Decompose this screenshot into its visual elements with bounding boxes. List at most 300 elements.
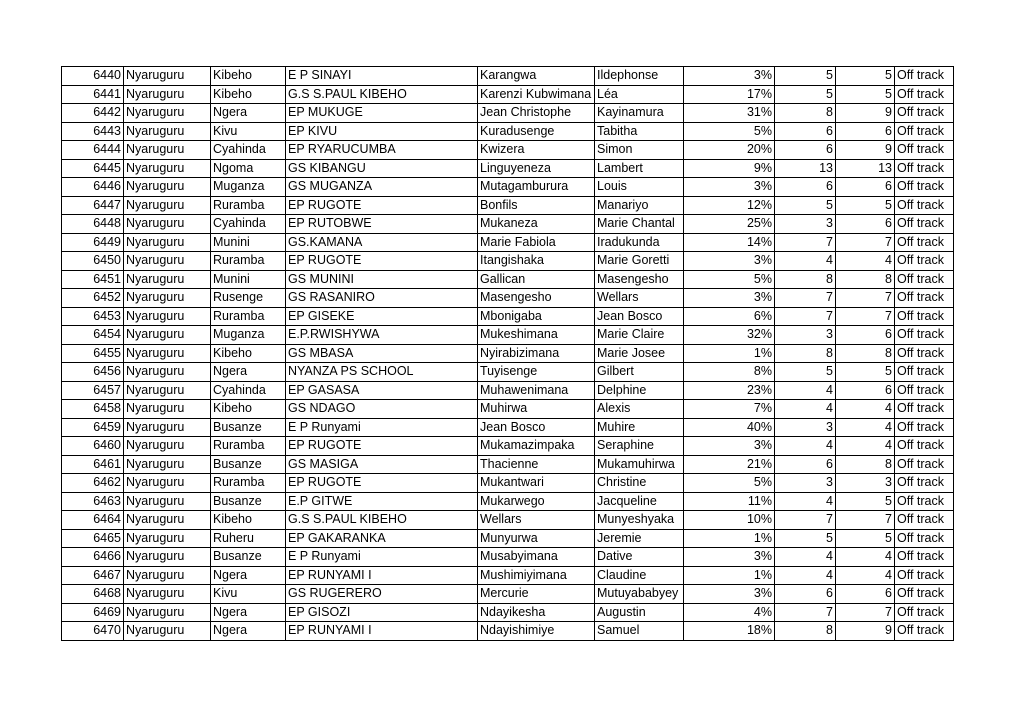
first-name-cell: Simon <box>595 141 684 160</box>
first-name-cell: Léa <box>595 85 684 104</box>
percentage-cell: 17% <box>684 85 775 104</box>
percentage-cell: 3% <box>684 548 775 567</box>
school-name-cell: EP RUTOBWE <box>286 215 478 234</box>
status-cell: Off track <box>895 511 954 530</box>
last-name-cell: Jean Christophe <box>478 104 595 123</box>
status-cell: Off track <box>895 603 954 622</box>
status-cell: Off track <box>895 159 954 178</box>
school-name-cell: EP RUGOTE <box>286 437 478 456</box>
table-row <box>62 270 954 289</box>
count-b-cell: 6 <box>836 178 895 197</box>
school-name-cell: NYANZA PS SCHOOL <box>286 363 478 382</box>
status-cell: Off track <box>895 252 954 271</box>
school-name-cell: EP MUKUGE <box>286 104 478 123</box>
count-a-cell: 7 <box>775 233 836 252</box>
last-name-cell: Jean Bosco <box>478 418 595 437</box>
school-name-cell: EP GASASA <box>286 381 478 400</box>
first-name-cell: Muhire <box>595 418 684 437</box>
count-a-cell: 5 <box>775 529 836 548</box>
percentage-cell: 7% <box>684 400 775 419</box>
percentage-cell: 32% <box>684 326 775 345</box>
percentage-cell: 8% <box>684 363 775 382</box>
count-b-cell: 7 <box>836 233 895 252</box>
status-cell: Off track <box>895 474 954 493</box>
first-name-cell: Claudine <box>595 566 684 585</box>
district-cell: Nyaruguru <box>124 511 211 530</box>
table-row <box>62 67 954 86</box>
count-a-cell: 4 <box>775 400 836 419</box>
status-cell: Off track <box>895 141 954 160</box>
district-cell: Nyaruguru <box>124 585 211 604</box>
school-name-cell: GS MBASA <box>286 344 478 363</box>
sector-cell: Kibeho <box>211 400 286 419</box>
district-cell: Nyaruguru <box>124 196 211 215</box>
last-name-cell: Ndayikesha <box>478 603 595 622</box>
table-row <box>62 511 954 530</box>
first-name-cell: Manariyo <box>595 196 684 215</box>
school-name-cell: GS NDAGO <box>286 400 478 419</box>
first-name-cell: Tabitha <box>595 122 684 141</box>
count-a-cell: 4 <box>775 548 836 567</box>
district-cell: Nyaruguru <box>124 104 211 123</box>
count-a-cell: 3 <box>775 474 836 493</box>
sector-cell: Kivu <box>211 122 286 141</box>
count-a-cell: 5 <box>775 196 836 215</box>
first-name-cell: Alexis <box>595 400 684 419</box>
count-b-cell: 9 <box>836 141 895 160</box>
percentage-cell: 5% <box>684 474 775 493</box>
sector-cell: Busanze <box>211 548 286 567</box>
table-row <box>62 400 954 419</box>
table-row <box>62 603 954 622</box>
count-b-cell: 6 <box>836 326 895 345</box>
count-a-cell: 4 <box>775 566 836 585</box>
sector-cell: Rusenge <box>211 289 286 308</box>
sector-cell: Ruramba <box>211 307 286 326</box>
last-name-cell: Mukamazimpaka <box>478 437 595 456</box>
count-b-cell: 3 <box>836 474 895 493</box>
school-name-cell: EP RUNYAMI I <box>286 622 478 641</box>
status-cell: Off track <box>895 307 954 326</box>
row-id-cell: 6441 <box>62 85 124 104</box>
district-cell: Nyaruguru <box>124 307 211 326</box>
sector-cell: Ruramba <box>211 196 286 215</box>
last-name-cell: Nyirabizimana <box>478 344 595 363</box>
last-name-cell: Mercurie <box>478 585 595 604</box>
last-name-cell: Mbonigaba <box>478 307 595 326</box>
district-cell: Nyaruguru <box>124 141 211 160</box>
sector-cell: Busanze <box>211 492 286 511</box>
row-id-cell: 6459 <box>62 418 124 437</box>
status-cell: Off track <box>895 622 954 641</box>
status-cell: Off track <box>895 437 954 456</box>
last-name-cell: Thacienne <box>478 455 595 474</box>
status-cell: Off track <box>895 85 954 104</box>
district-cell: Nyaruguru <box>124 381 211 400</box>
sector-cell: Kibeho <box>211 344 286 363</box>
count-a-cell: 4 <box>775 437 836 456</box>
status-cell: Off track <box>895 566 954 585</box>
count-b-cell: 7 <box>836 511 895 530</box>
first-name-cell: Marie Claire <box>595 326 684 345</box>
count-b-cell: 4 <box>836 548 895 567</box>
percentage-cell: 40% <box>684 418 775 437</box>
count-a-cell: 8 <box>775 104 836 123</box>
row-id-cell: 6440 <box>62 67 124 86</box>
school-name-cell: EP RUGOTE <box>286 474 478 493</box>
school-name-cell: EP RUGOTE <box>286 196 478 215</box>
district-cell: Nyaruguru <box>124 437 211 456</box>
sector-cell: Ngera <box>211 566 286 585</box>
row-id-cell: 6453 <box>62 307 124 326</box>
percentage-cell: 1% <box>684 529 775 548</box>
percentage-cell: 12% <box>684 196 775 215</box>
count-a-cell: 7 <box>775 307 836 326</box>
district-cell: Nyaruguru <box>124 400 211 419</box>
sector-cell: Busanze <box>211 418 286 437</box>
count-b-cell: 6 <box>836 585 895 604</box>
school-name-cell: GS.KAMANA <box>286 233 478 252</box>
district-cell: Nyaruguru <box>124 289 211 308</box>
school-name-cell: GS MUNINI <box>286 270 478 289</box>
district-cell: Nyaruguru <box>124 252 211 271</box>
school-name-cell: E.P.RWISHYWA <box>286 326 478 345</box>
percentage-cell: 25% <box>684 215 775 234</box>
percentage-cell: 3% <box>684 585 775 604</box>
last-name-cell: Kuradusenge <box>478 122 595 141</box>
last-name-cell: Mushimiyimana <box>478 566 595 585</box>
last-name-cell: Kwizera <box>478 141 595 160</box>
percentage-cell: 3% <box>684 67 775 86</box>
first-name-cell: Marie Josee <box>595 344 684 363</box>
school-name-cell: GS RASANIRO <box>286 289 478 308</box>
table-row <box>62 548 954 567</box>
last-name-cell: Wellars <box>478 511 595 530</box>
district-cell: Nyaruguru <box>124 270 211 289</box>
count-b-cell: 4 <box>836 566 895 585</box>
table-row <box>62 233 954 252</box>
district-cell: Nyaruguru <box>124 622 211 641</box>
table-row <box>62 178 954 197</box>
table-row <box>62 196 954 215</box>
row-id-cell: 6456 <box>62 363 124 382</box>
status-cell: Off track <box>895 492 954 511</box>
table-row <box>62 215 954 234</box>
first-name-cell: Marie Goretti <box>595 252 684 271</box>
last-name-cell: Masengesho <box>478 289 595 308</box>
school-name-cell: GS KIBANGU <box>286 159 478 178</box>
table-row <box>62 363 954 382</box>
table-row <box>62 437 954 456</box>
school-name-cell: G.S S.PAUL KIBEHO <box>286 85 478 104</box>
table-row <box>62 141 954 160</box>
first-name-cell: Dative <box>595 548 684 567</box>
percentage-cell: 6% <box>684 307 775 326</box>
status-cell: Off track <box>895 104 954 123</box>
count-a-cell: 3 <box>775 418 836 437</box>
row-id-cell: 6470 <box>62 622 124 641</box>
first-name-cell: Samuel <box>595 622 684 641</box>
sector-cell: Muganza <box>211 326 286 345</box>
last-name-cell: Karenzi Kubwimana <box>478 85 595 104</box>
count-b-cell: 5 <box>836 85 895 104</box>
first-name-cell: Lambert <box>595 159 684 178</box>
last-name-cell: Mukaneza <box>478 215 595 234</box>
table-row <box>62 566 954 585</box>
count-a-cell: 7 <box>775 289 836 308</box>
row-id-cell: 6454 <box>62 326 124 345</box>
percentage-cell: 1% <box>684 344 775 363</box>
row-id-cell: 6460 <box>62 437 124 456</box>
first-name-cell: Seraphine <box>595 437 684 456</box>
count-a-cell: 8 <box>775 622 836 641</box>
count-a-cell: 5 <box>775 363 836 382</box>
sector-cell: Kibeho <box>211 67 286 86</box>
sector-cell: Muganza <box>211 178 286 197</box>
first-name-cell: Mutuyababyey <box>595 585 684 604</box>
district-cell: Nyaruguru <box>124 344 211 363</box>
row-id-cell: 6451 <box>62 270 124 289</box>
sector-cell: Ngera <box>211 622 286 641</box>
first-name-cell: Masengesho <box>595 270 684 289</box>
district-cell: Nyaruguru <box>124 566 211 585</box>
sector-cell: Busanze <box>211 455 286 474</box>
table-row <box>62 455 954 474</box>
table-row <box>62 104 954 123</box>
status-cell: Off track <box>895 400 954 419</box>
sector-cell: Cyahinda <box>211 141 286 160</box>
school-name-cell: E P Runyami <box>286 418 478 437</box>
count-a-cell: 6 <box>775 585 836 604</box>
last-name-cell: Itangishaka <box>478 252 595 271</box>
school-name-cell: EP GISEKE <box>286 307 478 326</box>
district-cell: Nyaruguru <box>124 326 211 345</box>
last-name-cell: Gallican <box>478 270 595 289</box>
district-cell: Nyaruguru <box>124 418 211 437</box>
count-b-cell: 6 <box>836 122 895 141</box>
last-name-cell: Marie Fabiola <box>478 233 595 252</box>
first-name-cell: Augustin <box>595 603 684 622</box>
first-name-cell: Louis <box>595 178 684 197</box>
sector-cell: Ngera <box>211 363 286 382</box>
row-id-cell: 6463 <box>62 492 124 511</box>
district-cell: Nyaruguru <box>124 363 211 382</box>
table-row <box>62 252 954 271</box>
count-a-cell: 3 <box>775 215 836 234</box>
row-id-cell: 6448 <box>62 215 124 234</box>
count-b-cell: 9 <box>836 622 895 641</box>
sector-cell: Cyahinda <box>211 381 286 400</box>
count-b-cell: 8 <box>836 344 895 363</box>
count-a-cell: 3 <box>775 326 836 345</box>
table-row <box>62 289 954 308</box>
percentage-cell: 4% <box>684 603 775 622</box>
district-cell: Nyaruguru <box>124 455 211 474</box>
last-name-cell: Linguyeneza <box>478 159 595 178</box>
first-name-cell: Gilbert <box>595 363 684 382</box>
count-a-cell: 7 <box>775 603 836 622</box>
count-b-cell: 8 <box>836 455 895 474</box>
percentage-cell: 10% <box>684 511 775 530</box>
first-name-cell: Iradukunda <box>595 233 684 252</box>
percentage-cell: 9% <box>684 159 775 178</box>
percentage-cell: 21% <box>684 455 775 474</box>
first-name-cell: Ildephonse <box>595 67 684 86</box>
percentage-cell: 20% <box>684 141 775 160</box>
row-id-cell: 6465 <box>62 529 124 548</box>
first-name-cell: Mukamuhirwa <box>595 455 684 474</box>
sector-cell: Cyahinda <box>211 215 286 234</box>
count-b-cell: 5 <box>836 529 895 548</box>
sector-cell: Ngera <box>211 104 286 123</box>
row-id-cell: 6452 <box>62 289 124 308</box>
sector-cell: Ruheru <box>211 529 286 548</box>
last-name-cell: Karangwa <box>478 67 595 86</box>
row-id-cell: 6458 <box>62 400 124 419</box>
first-name-cell: Marie Chantal <box>595 215 684 234</box>
row-id-cell: 6449 <box>62 233 124 252</box>
count-b-cell: 6 <box>836 215 895 234</box>
table-row <box>62 529 954 548</box>
status-cell: Off track <box>895 326 954 345</box>
count-b-cell: 5 <box>836 67 895 86</box>
sector-cell: Ruramba <box>211 474 286 493</box>
district-cell: Nyaruguru <box>124 122 211 141</box>
count-a-cell: 5 <box>775 85 836 104</box>
row-id-cell: 6468 <box>62 585 124 604</box>
row-id-cell: 6464 <box>62 511 124 530</box>
table-row <box>62 418 954 437</box>
status-cell: Off track <box>895 548 954 567</box>
first-name-cell: Kayinamura <box>595 104 684 123</box>
district-cell: Nyaruguru <box>124 603 211 622</box>
sector-cell: Kivu <box>211 585 286 604</box>
percentage-cell: 1% <box>684 566 775 585</box>
count-b-cell: 5 <box>836 196 895 215</box>
status-cell: Off track <box>895 122 954 141</box>
table-body <box>62 67 954 641</box>
district-cell: Nyaruguru <box>124 85 211 104</box>
status-cell: Off track <box>895 178 954 197</box>
row-id-cell: 6445 <box>62 159 124 178</box>
table-row <box>62 585 954 604</box>
school-name-cell: EP RYARUCUMBA <box>286 141 478 160</box>
percentage-cell: 23% <box>684 381 775 400</box>
sector-cell: Ngoma <box>211 159 286 178</box>
count-b-cell: 4 <box>836 400 895 419</box>
count-b-cell: 7 <box>836 307 895 326</box>
count-b-cell: 7 <box>836 289 895 308</box>
school-name-cell: EP KIVU <box>286 122 478 141</box>
last-name-cell: Ndayishimiye <box>478 622 595 641</box>
percentage-cell: 3% <box>684 289 775 308</box>
district-cell: Nyaruguru <box>124 233 211 252</box>
status-cell: Off track <box>895 585 954 604</box>
row-id-cell: 6455 <box>62 344 124 363</box>
count-b-cell: 8 <box>836 270 895 289</box>
count-a-cell: 4 <box>775 381 836 400</box>
school-name-cell: EP GAKARANKA <box>286 529 478 548</box>
first-name-cell: Christine <box>595 474 684 493</box>
status-cell: Off track <box>895 67 954 86</box>
row-id-cell: 6462 <box>62 474 124 493</box>
sector-cell: Ruramba <box>211 252 286 271</box>
last-name-cell: Muhirwa <box>478 400 595 419</box>
row-id-cell: 6467 <box>62 566 124 585</box>
sector-cell: Ruramba <box>211 437 286 456</box>
last-name-cell: Tuyisenge <box>478 363 595 382</box>
count-a-cell: 6 <box>775 455 836 474</box>
status-cell: Off track <box>895 418 954 437</box>
table-row <box>62 492 954 511</box>
first-name-cell: Jeremie <box>595 529 684 548</box>
first-name-cell: Jean Bosco <box>595 307 684 326</box>
count-a-cell: 8 <box>775 270 836 289</box>
status-cell: Off track <box>895 529 954 548</box>
district-cell: Nyaruguru <box>124 178 211 197</box>
status-cell: Off track <box>895 363 954 382</box>
count-a-cell: 6 <box>775 122 836 141</box>
row-id-cell: 6446 <box>62 178 124 197</box>
school-name-cell: E.P GITWE <box>286 492 478 511</box>
first-name-cell: Jacqueline <box>595 492 684 511</box>
status-cell: Off track <box>895 233 954 252</box>
count-b-cell: 4 <box>836 418 895 437</box>
count-a-cell: 13 <box>775 159 836 178</box>
count-a-cell: 7 <box>775 511 836 530</box>
last-name-cell: Muhawenimana <box>478 381 595 400</box>
count-b-cell: 5 <box>836 492 895 511</box>
percentage-cell: 31% <box>684 104 775 123</box>
status-cell: Off track <box>895 196 954 215</box>
count-a-cell: 4 <box>775 252 836 271</box>
first-name-cell: Delphine <box>595 381 684 400</box>
school-name-cell: GS RUGERERO <box>286 585 478 604</box>
count-b-cell: 6 <box>836 381 895 400</box>
school-name-cell: E P SINAYI <box>286 67 478 86</box>
percentage-cell: 3% <box>684 178 775 197</box>
percentage-cell: 5% <box>684 122 775 141</box>
status-cell: Off track <box>895 215 954 234</box>
row-id-cell: 6461 <box>62 455 124 474</box>
status-cell: Off track <box>895 381 954 400</box>
district-cell: Nyaruguru <box>124 529 211 548</box>
sector-cell: Kibeho <box>211 85 286 104</box>
percentage-cell: 3% <box>684 252 775 271</box>
district-cell: Nyaruguru <box>124 159 211 178</box>
table-row <box>62 85 954 104</box>
count-b-cell: 4 <box>836 252 895 271</box>
status-cell: Off track <box>895 344 954 363</box>
count-a-cell: 4 <box>775 492 836 511</box>
row-id-cell: 6466 <box>62 548 124 567</box>
district-cell: Nyaruguru <box>124 67 211 86</box>
row-id-cell: 6447 <box>62 196 124 215</box>
row-id-cell: 6444 <box>62 141 124 160</box>
last-name-cell: Bonfils <box>478 196 595 215</box>
district-cell: Nyaruguru <box>124 474 211 493</box>
school-name-cell: GS MUGANZA <box>286 178 478 197</box>
district-cell: Nyaruguru <box>124 492 211 511</box>
sector-cell: Ngera <box>211 603 286 622</box>
count-b-cell: 13 <box>836 159 895 178</box>
last-name-cell: Mutagamburura <box>478 178 595 197</box>
school-name-cell: EP RUGOTE <box>286 252 478 271</box>
percentage-cell: 14% <box>684 233 775 252</box>
district-cell: Nyaruguru <box>124 548 211 567</box>
last-name-cell: Musabyimana <box>478 548 595 567</box>
status-cell: Off track <box>895 455 954 474</box>
